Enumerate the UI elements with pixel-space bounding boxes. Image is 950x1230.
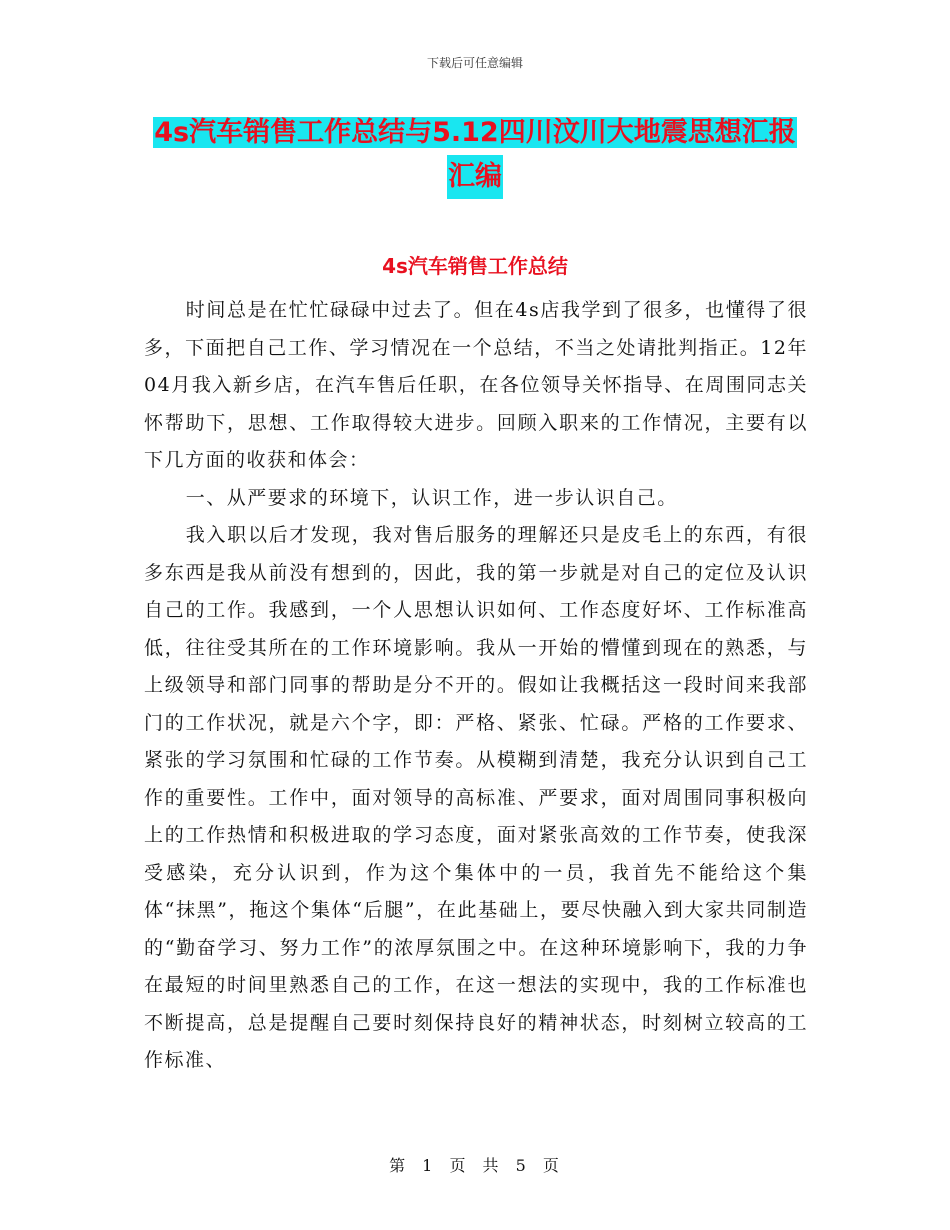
document-title-line-2: 汇编	[447, 155, 503, 199]
header-note: 下载后可任意编辑	[426, 56, 523, 70]
document-title	[0, 111, 950, 199]
page-footer: 第 1 页 共 5 页	[389, 1156, 561, 1175]
section-title: 4s汽车销售工作总结	[382, 254, 568, 278]
paragraph-heading-1: 一、从严要求的环境下，认识工作，进一步认识自己。	[185, 486, 678, 509]
paragraph-body: 我入职以后才发现，我对售后服务的理解还只是皮毛上的东西，有很多东西是我从前没有想到的，因此，我的第一步就是对自己的定位及认识自己的工作。我感到，一个人思想认识如何、工作态度好坏、工作标准高低，往往受其所在的工作环境影响。我从一开始的懵懂到现在的熟悉，与上级领导和部门同事的帮助是分不开的。假如让我概括这一段时间来我部门的工作状况，就是六个字，即：严格、紧张、忙碌。严格的工作要求、紧张的学习氛围和忙碌的工作节奏。从模糊到清楚，我充分认识到自己工作的重要性。工作中，面对领导的高标准、严要求，面对周围同事积极向上的工作热情和积极进取的学习态度，面对紧张高效的工作节奏，使我深受感染，充分认识到，作为这个集体中的一员，我首先不能给这个集体“抹黑”，拖这个集体“后腿”，在此基础上，要尽快融入到大家共同制造的“勤奋学习、努力工作”的浓厚氛围之中。在这种环境影响下，我的力争在最短的时间里熟悉自己的工作，在这一想法的实现中，我的工作标准也不断提高，总是提醒自己要时刻保持良好的精神状态，时刻树立较高的工作标准、	[144, 524, 808, 1071]
paragraph-intro: 时间总是在忙忙碌碌中过去了。但在4s店我学到了很多，也懂得了很多，下面把自己工作、学习情况在一个总结，不当之处请批判指正。12年04月我入新乡店，在汽车售后任职，在各位领导关怀指导、在周围同志关怀帮助下，思想、工作取得较大进步。回顾入职来的工作情况，主要有以下几方面的收获和体会：	[144, 299, 808, 471]
document-body	[144, 292, 808, 1080]
document-title-line-1: 4s汽车销售工作总结与5.12四川汶川大地震思想汇报	[154, 117, 796, 148]
